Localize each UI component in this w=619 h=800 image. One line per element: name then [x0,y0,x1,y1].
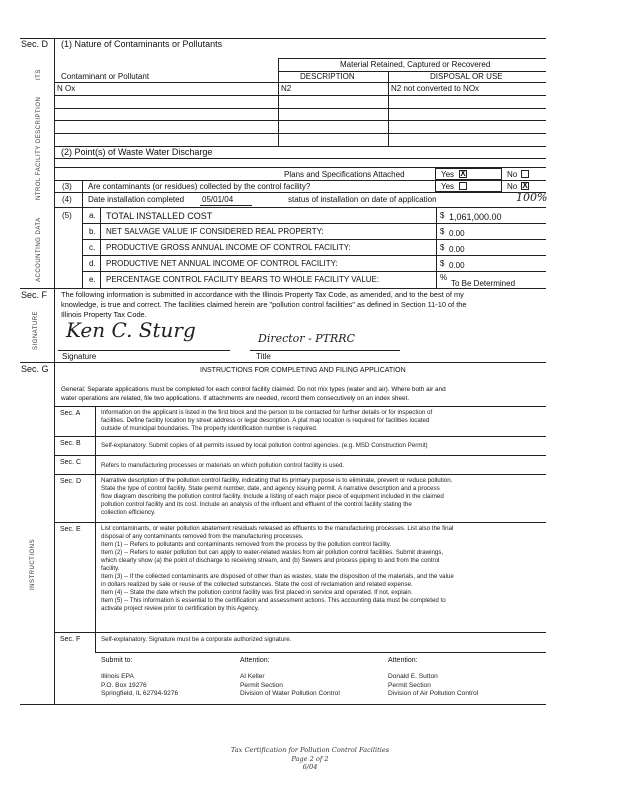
item4-date-underline [200,205,252,206]
accounting-sign: % [440,273,448,282]
sec-g-line: Item (3) -- If the collected contaminants are disposed of other than as wastes, state the disposition of the materials, and the value [101,573,454,580]
item4-num: (4) [62,195,72,204]
sec-g-line: Refers to manufacturing processes or materials on which pollution control facility is used. [101,462,345,469]
sec-g-line: which clearly show (a) the point of discharge to receiving stream, and (b) Sewers and process piping to and from the control [101,557,440,564]
discharge-rule [54,158,546,159]
sec-g-rule [20,362,546,363]
address-air [388,673,478,699]
address-water [240,673,340,699]
sec-d-label: Sec. D [21,39,49,49]
plans-yes-checkbox[interactable]: X [460,169,466,178]
sec-f-text-3: Illinois Property Tax Code. [61,310,147,319]
sec-g-item-text [101,462,546,470]
item-rule [54,192,546,193]
accounting-value-divider [436,207,437,288]
sec-d-side-2: NTROL FACILITY DESCRIPTION [36,96,42,200]
contaminants-heading: (1) Nature of Contaminants or Pollutants [61,39,223,49]
accounting-value: 0.00 [449,229,465,238]
plans-label: Plans and Specifications Attached [284,170,405,179]
accounting-letter: c. [89,243,96,252]
title-handwritten: Director - PTRRC [258,332,355,345]
discharge-heading: (2) Point(s) of Waste Water Discharge [61,147,213,157]
item4-status-label: status of installation on date of application [288,195,437,204]
accounting-value: 0.00 [449,261,465,270]
item4-date: 05/01/04 [202,195,234,204]
sec-g-divider [54,362,55,704]
table-row-rule [54,82,546,83]
sec-g-line: List contaminants, or water pollution abatement residuals released as effluents to the manufacturing processes. List also the final [101,525,454,532]
sec-g-line: Narrative description of the pollution control facility, indicating that its primary purpose is to eliminate, prevent or reduce pollution. [101,477,453,484]
plans-no-checkbox[interactable] [521,170,529,178]
sec-g-line: flow diagram describing the pollution control facility. Include a listing of each major piece of equipment included in the claimed [101,493,444,500]
sec-g-line: disposal of any contaminants removed from the manufacturing processes. [101,533,304,540]
material-header-rule [278,58,546,59]
accounting-label: PRODUCTIVE GROSS ANNUAL INCOME OF CONTROL FACILITY: [106,243,351,252]
sec-g-item-divider [95,406,96,652]
signature: Ken C. Sturg [66,318,196,342]
item3-num: (3) [62,182,72,191]
item3-yes-checkbox[interactable] [459,182,467,190]
sec-g-item-rule [95,652,546,653]
address-line: Permit Section [240,681,283,689]
sec-g-line: Self-explanatory. Submit copies of all permits issued by local pollution control agencies. (e.g. MSD Construction Permit) [101,442,428,449]
sec-g-label: Sec. G [21,364,49,374]
sec-g-heading: INSTRUCTIONS FOR COMPLETING AND FILING APPLICATION [200,367,406,374]
table-row-rule [54,133,546,134]
sec-g-item-rule [54,522,546,523]
accounting-sign: $ [440,259,445,268]
sec-g-general-1: General: Separate applications must be completed for each control facility claimed. Do not mix types (water and air). Where both air and [61,386,446,393]
item3-no-checkbox[interactable]: X [522,181,528,190]
row1-description: N2 [281,84,292,93]
accounting-rule [82,223,546,224]
signature-line [58,350,230,351]
accounting-letter: b. [89,227,96,236]
accounting-letter: e. [89,275,96,284]
sec-g-item-rule [54,632,546,633]
submit-to-label: Submit to: [101,657,133,664]
item3-yes-label: Yes [441,182,455,191]
item4-label: Date installation completed [88,195,185,204]
accounting-value: To Be Determined [451,279,516,288]
address-line: P.O. Box 19276 [101,681,147,689]
sec-g-line: outside of municipal boundaries. The property identification number is required. [101,425,318,432]
sec-f-side: SIGNATURE [33,310,39,350]
sec-d-side-1: ITS [36,69,42,80]
item-rule [54,207,546,208]
plans-no-label: No [507,170,518,179]
material-header: Material Retained, Captured or Recovered [340,60,491,69]
table-row-rule [54,120,546,121]
sec-g-item-rule [54,406,546,407]
table-row-rule [54,95,546,96]
address-line: Division of Water Pollution Control [240,690,340,697]
sec-f-divider [54,288,55,362]
footer-page: Page 2 of 2 [291,754,329,763]
sec-g-line: activate project review prior to certification by this Agency. [101,605,260,612]
col-contaminant: Contaminant or Pollutant [61,72,150,81]
sec-f-text-1: The following information is submitted in accordance with the Illinois Property Tax Code, as amended, and to the best of my [61,290,464,299]
sec-g-item-text [101,477,546,517]
sec-g-general-2: water operations are related, file two applications. If attachments are needed, record them consecutively on an index sheet. [61,395,410,402]
sec-g-line: Item (1) -- Refers to pollutants and contaminants removed from the process by the pollution control facility. [101,541,392,548]
sec-g-line: Item (5) -- This information is essential to the certification and assessment actions. This accounting data must be completed to [101,597,446,604]
sec-g-item-label: Sec. A [60,410,81,417]
sec-g-line: collection efficiency. [101,509,156,516]
sec-g-item-label: Sec. E [60,526,81,533]
title-line [250,350,400,351]
sec-g-line: facilities. Define facility location by street address or legal description. A plat map location is required for facilities located [101,417,430,424]
accounting-sign: $ [440,211,445,220]
item5-num: (5) [62,211,72,220]
signature-label: Signature [62,352,97,361]
accounting-value: 0.00 [449,245,465,254]
sec-g-item-text [101,636,546,644]
sec-g-line: Self-explanatory. Signature must be a corporate authorized signature. [101,636,292,643]
sec-g-line: Information on the applicant is listed in the first block and the person to be contacted for further details or for inspection of [101,409,433,416]
sec-f-text-2: knowledge, is true and correct. The facilities claimed herein are "pollution control facilities" as defined in Section 11-10 of the [61,300,467,309]
footer-title: Tax Certification for Pollution Control Facilities [230,746,390,754]
accounting-sign: $ [440,243,445,252]
row1-contaminant: N Ox [57,84,76,93]
plans-yes-label: Yes [441,170,455,179]
address-line: Al Keller [240,673,265,680]
sec-g-line: Item (4) -- State the date which the pollution control facility was first placed in service and operated. If not, explain. [101,589,413,596]
accounting-label: NET SALVAGE VALUE IF CONSIDERED REAL PROPERTY: [106,227,324,236]
footer [160,746,460,772]
col-disposal: DISPOSAL OR USE [430,72,503,81]
sec-g-item-rule [54,474,546,475]
sec-g-item-text [101,409,546,433]
sec-f-label: Sec. F [21,290,48,300]
table-row-rule [54,108,546,109]
sec-g-line: Item (2) -- Refers to water pollution but can apply to water-related wastes from air pollution control facilities. Submit drawings, [101,549,444,556]
sec-d-divider [54,38,55,288]
accounting-label: TOTAL INSTALLED COST [106,211,213,221]
sec-f-rule [20,288,546,289]
accounting-rule [82,271,546,272]
accounting-label: PRODUCTIVE NET ANNUAL INCOME OF CONTROL FACILITY: [106,259,338,268]
item3-no-label: No [507,182,518,191]
address-line: Donald E. Sutton [388,673,438,680]
address-line: Springfield, IL 62794-9276 [101,690,179,697]
col-description: DESCRIPTION [300,72,355,81]
sec-g-item-rule [54,436,546,437]
sec-g-line: State the type of control facility. State permit number, date, and agency issuing permit. A narrative description and a process [101,485,440,492]
sec-g-side: INSTRUCTIONS [30,539,36,590]
address-line: Division of Air Pollution Control [388,690,479,697]
accounting-rule [82,239,546,240]
accounting-sign: $ [440,227,445,236]
address-line: Permit Section [388,681,431,689]
attention-label: Attention: [240,657,270,664]
sec-g-item-text [101,442,546,450]
sec-g-line: in dollars realized by sale or reuse of the collected substances. State the cost of reclamation and related expense. [101,581,413,588]
sec-g-item-label: Sec. F [60,636,81,643]
accounting-rule [82,255,546,256]
item3-label: Are contaminants (or residues) collected by the control facility? [88,182,311,191]
sec-g-item-rule [54,455,546,456]
sec-g-item-label: Sec. C [60,459,82,466]
address-epa [101,673,178,699]
item4-status-value: 100% [516,191,548,204]
sec-g-line: pollution control facility and its cost. Include an analysis of the influent and effluent of the control facility stating the [101,501,412,508]
attention-label-2: Attention: [388,657,418,664]
bottom-rule [20,704,546,705]
sec-g-line: facility. [101,565,120,572]
accounting-value: 1,061,000.00 [449,212,502,222]
sec-g-item-label: Sec. B [60,440,81,447]
accounting-label: PERCENTAGE CONTROL FACILITY BEARS TO WHOLE FACILITY VALUE: [106,275,380,284]
sec-g-item-label: Sec. D [60,478,82,485]
accounting-letter-divider [100,207,101,288]
row1-disposal: N2 not converted to NOx [391,84,480,93]
accounting-letter: d. [89,259,96,268]
accounting-letter: a. [89,211,96,220]
sec-g-item-text [101,525,546,613]
title-label: Title [256,352,271,361]
footer-date: 6/04 [302,763,318,771]
address-line: Illinois EPA [101,673,134,680]
sec-e-side: ACCOUNTING DATA [36,217,42,282]
